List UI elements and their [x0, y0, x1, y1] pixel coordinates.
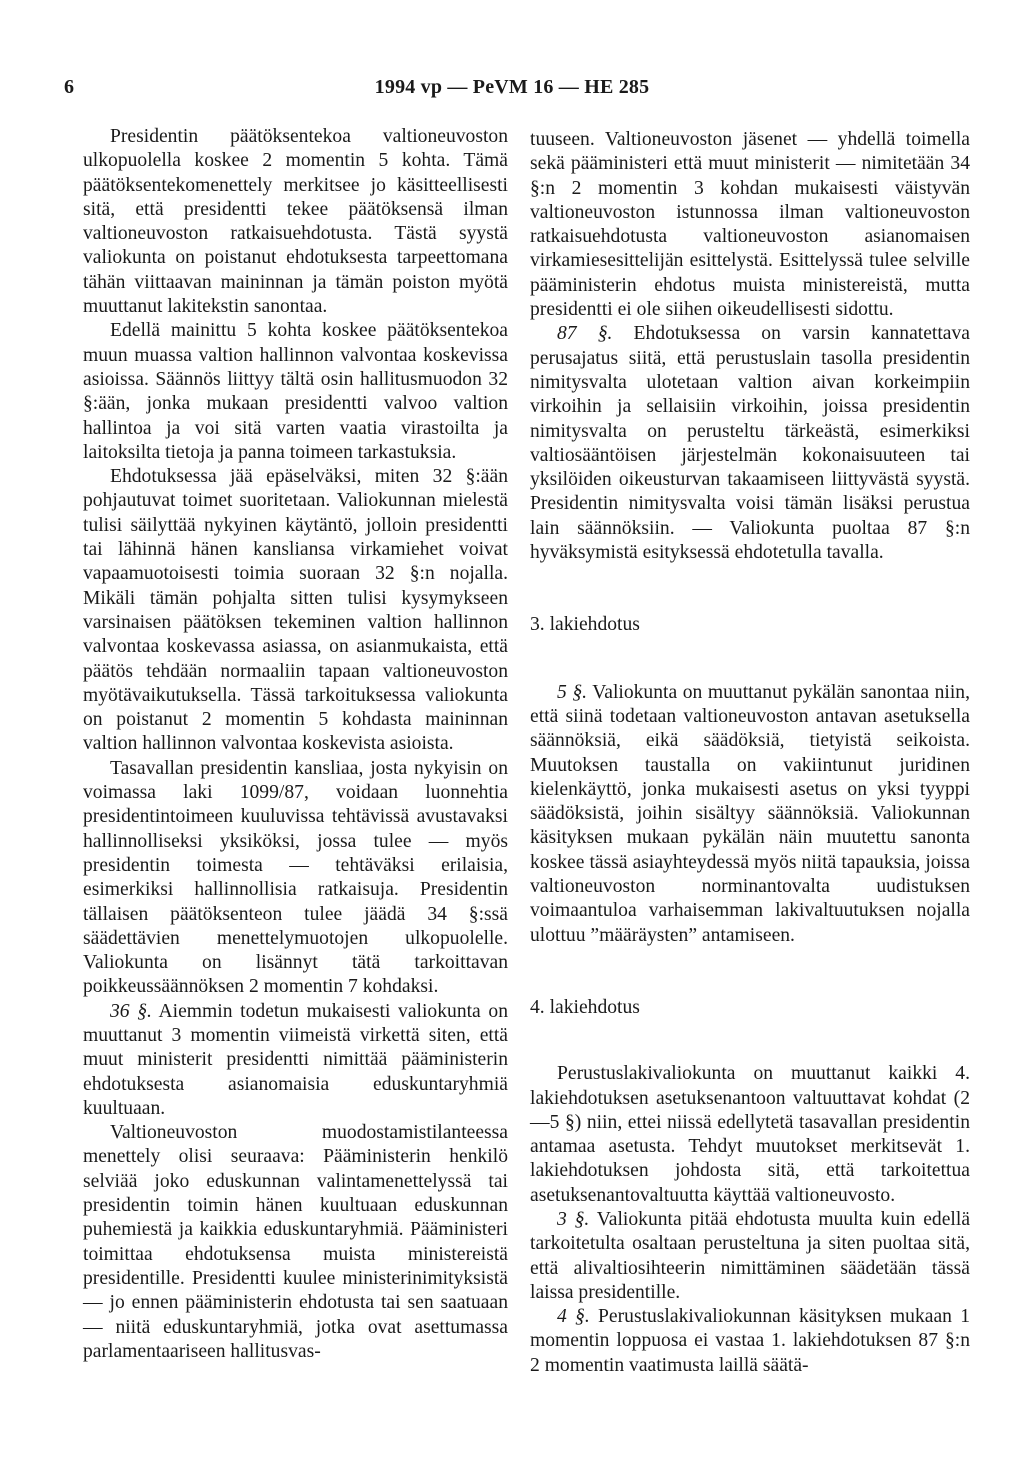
- spacer: [530, 638, 970, 681]
- paragraph: [530, 681, 970, 948]
- section-ref: 36 §.: [110, 1000, 152, 1022]
- paragraph: Presidentin päätöksentekoa valtioneuvoston ulkopuolella koskee 2 momentin 5 kohta. Tämä päätöksentekomenettely merkitsee jo käsitteellisesti sitä, että presidentti tekee päätöksensä ilman valtioneuvoston ratkaisuehdotusta. Tästä syystä valiokunta on poistanut ehdotuksesta tarpeettomana tähän viittaavan maininnan ja tämän poiston myötä muuttanut lakitekstin sanontaa.: [83, 126, 508, 318]
- running-head: 1994 vp — PeVM 16 — HE 285: [374, 76, 650, 98]
- paragraph: tuuseen. Valtioneuvoston jäsenet — yhdellä toimella sekä pääministeri että muut ministerit — nimitetään 34 §:n 2 momentin 3 kohdan mukaisesti väistyvän valtioneuvoston istunnossa ilman valtioneuvoston ratkaisuehdotusta valtioneuvoston asianomaisen virkamiesesittelijän esittelystä. Esittelyssä tulee selville pääministerin ehdotus muista ministereistä, mutta presidentti ei ole siihen oikeudellisesti sidottu.: [530, 129, 970, 321]
- section-heading-3: 3. lakiehdotus: [530, 614, 640, 636]
- paragraph: Valtioneuvoston muodostamistilanteessa menettely olisi seuraava: Pääministerin henkilö selviää joko eduskunnan valintamenettelyssä tai presidentin toimin hänen kuultuaan eduskunnan puhemiestä ja kaikkia eduskuntaryhmiä. Pääministeri toimittaa ehdotuksensa muista ministereistä presidentille. Presidentti kuulee ministerinimityksistä — jo ennen pääministerin ehdotusta tai sen saatuaan — niitä eduskuntaryhmiä, jotka ovat asettumassa parlamentaariseen hallitusvas-: [83, 1122, 508, 1362]
- paragraph: [530, 1305, 970, 1378]
- paragraph-text: Ehdotuksessa on varsin kannatettava perusajatus siitä, että perustuslain tasolla presidentin nimitysvalta ulotetaan valtion aivan korkeimpiin virkoihin ja sellaisiin virkoihin, joissa presidentin nimitysvalta on perusteltu tärkeästä, esimerkiksi valtiosääntöisen järjestelmän kokonaisuuteen tai yksilöiden oikeusturvan takaamiseen liittyvästä syystä. Presidentin nimitysvalta voisi tämän lisäksi perustua lain säännöksiin. — Valiokunta puoltaa 87 §:n hyväksymistä esityksessä ehdotetulla tavalla.: [530, 323, 970, 564]
- right-column: [530, 128, 970, 1378]
- page-number: 6: [64, 76, 74, 98]
- paragraph: Perustuslakivaliokunta on muuttanut kaikki 4. lakiehdotuksen asetuksenantoon valtuuttavat kohdat (2—5 §) niin, ettei niissä edellytetä tasavallan presidentin antamaa asetusta. Tehdyt muutokset merkitsevät 1. lakiehdotuksen johdosta sitä, että tarkoitettua asetuksenantovaltuutta käyttää valtioneuvosto.: [530, 1063, 970, 1206]
- paragraph: [530, 1208, 970, 1305]
- section-ref: 4 §.: [557, 1306, 590, 1328]
- spacer: [530, 1020, 970, 1062]
- paragraph: [83, 1000, 508, 1121]
- paragraph-text: Aiemmin todetun mukaisesti valiokunta on muuttanut 3 momentin viimeistä virkettä siten, että muut ministerit presidentti nimittää pääministerin ehdotuksesta asianomaisia eduskuntaryhmiä kuultuaan.: [83, 1000, 508, 1119]
- paragraph-text: Valiokunta pitää ehdotusta muulta kuin edellä tarkoitetulta osaltaan perusteltuna ja siten puoltaa sitä, että alivaltiosihteerin nimittäminen säädetään tässä laissa presidentille.: [530, 1208, 971, 1303]
- spacer: [530, 565, 970, 613]
- section-ref: 87 §.: [557, 323, 613, 345]
- section-heading-4: 4. lakiehdotus: [530, 996, 640, 1018]
- section-ref: 5 §.: [557, 681, 588, 703]
- paragraph: Ehdotuksessa jää epäselväksi, miten 32 §:ään pohjautuvat toimet suoritetaan. Valiokunnan mielestä tulisi säilyttää nykyinen käytäntö, jolloin presidentti tai lähinnä hänen kansliansa virkamiehet voivat vapaamuotoisesti toimia suoraan 32 §:n nojalla. Mikäli tämän pohjalta sitten tulisi kysymykseen varsinaisen päätöksen tekeminen valtion hallinnon valvontaa koskevassa asiassa, on asianmukaista, että päätös tehdään normaaliin tapaan valtioneuvoston myötävaikutuksella. Tässä tarkoituksessa valiokunta on poistanut 2 momentin 5 kohdasta maininnan valtion hallinnon valvontaa koskevista asioista.: [83, 466, 508, 755]
- paragraph-text: Perustuslakivaliokunnan käsityksen mukaan 1 momentin loppuosa ei vastaa 1. lakiehdotuksen 87 §:n 2 momentin vaatimusta laillä säätä-: [530, 1306, 971, 1376]
- paragraph: [530, 322, 970, 565]
- section-ref: 3 §.: [557, 1208, 590, 1230]
- paragraph-text: Valiokunta on muuttanut pykälän sanontaa niin, että siinä todetaan valtioneuvoston antavan asetuksella säännöksiä, eikä säädöksiä, tietyistä seikoista. Muutoksen taustalla on vakiintunut juridinen kielenkäyttö, jonka mukaisesti asetus on yksi tyyppi säädöksistä, joihin sisältyy säännöksiä. Valiokunnan käsityksen mukaan pykälän näin muutettu sanonta koskee tässä asiayhteydessä myös niitä tapauksia, joissa valtioneuvoston norminantovalta uudistuksen voimaantuloa varhaisemman lakivaltuutuksen nojalla ulottuu ”määräysten” antamiseen.: [530, 681, 970, 946]
- paragraph: Tasavallan presidentin kansliaa, josta nykyisin on voimassa laki 1099/87, voidaan luonnehtia presidentintoimeen kuuluvissa tehtävissä avustavaksi hallinnolliseksi yksiköksi, jossa tulee — myös presidentin toimesta — tehtäväksi erilaisia, esimerkiksi hallinnollisia ratkaisuja. Presidentin tällaisen päätöksenteon tulee jäädä 34 §:ssä säädettävien menettelymuotojen ulkopuolelle. Valiokunta on lisännyt tätä tarkoittavan poikkeussäännöksen 2 momentin 7 kohdaksi.: [83, 757, 508, 998]
- spacer: [530, 948, 970, 996]
- left-column: [83, 125, 508, 1364]
- paragraph: Edellä mainittu 5 kohta koskee päätöksentekoa muun muassa valtion hallinnon valvontaa koskevissa asioissa. Säännös liittyy tältä osin hallitusmuodon 32 §:ään, jonka mukaan presidentti valvoo valtion hallintoa ja voi sitä varten vaatia virastoilta ja laitoksilta tietoja ja panna toimeen tarkastuksia.: [83, 320, 508, 463]
